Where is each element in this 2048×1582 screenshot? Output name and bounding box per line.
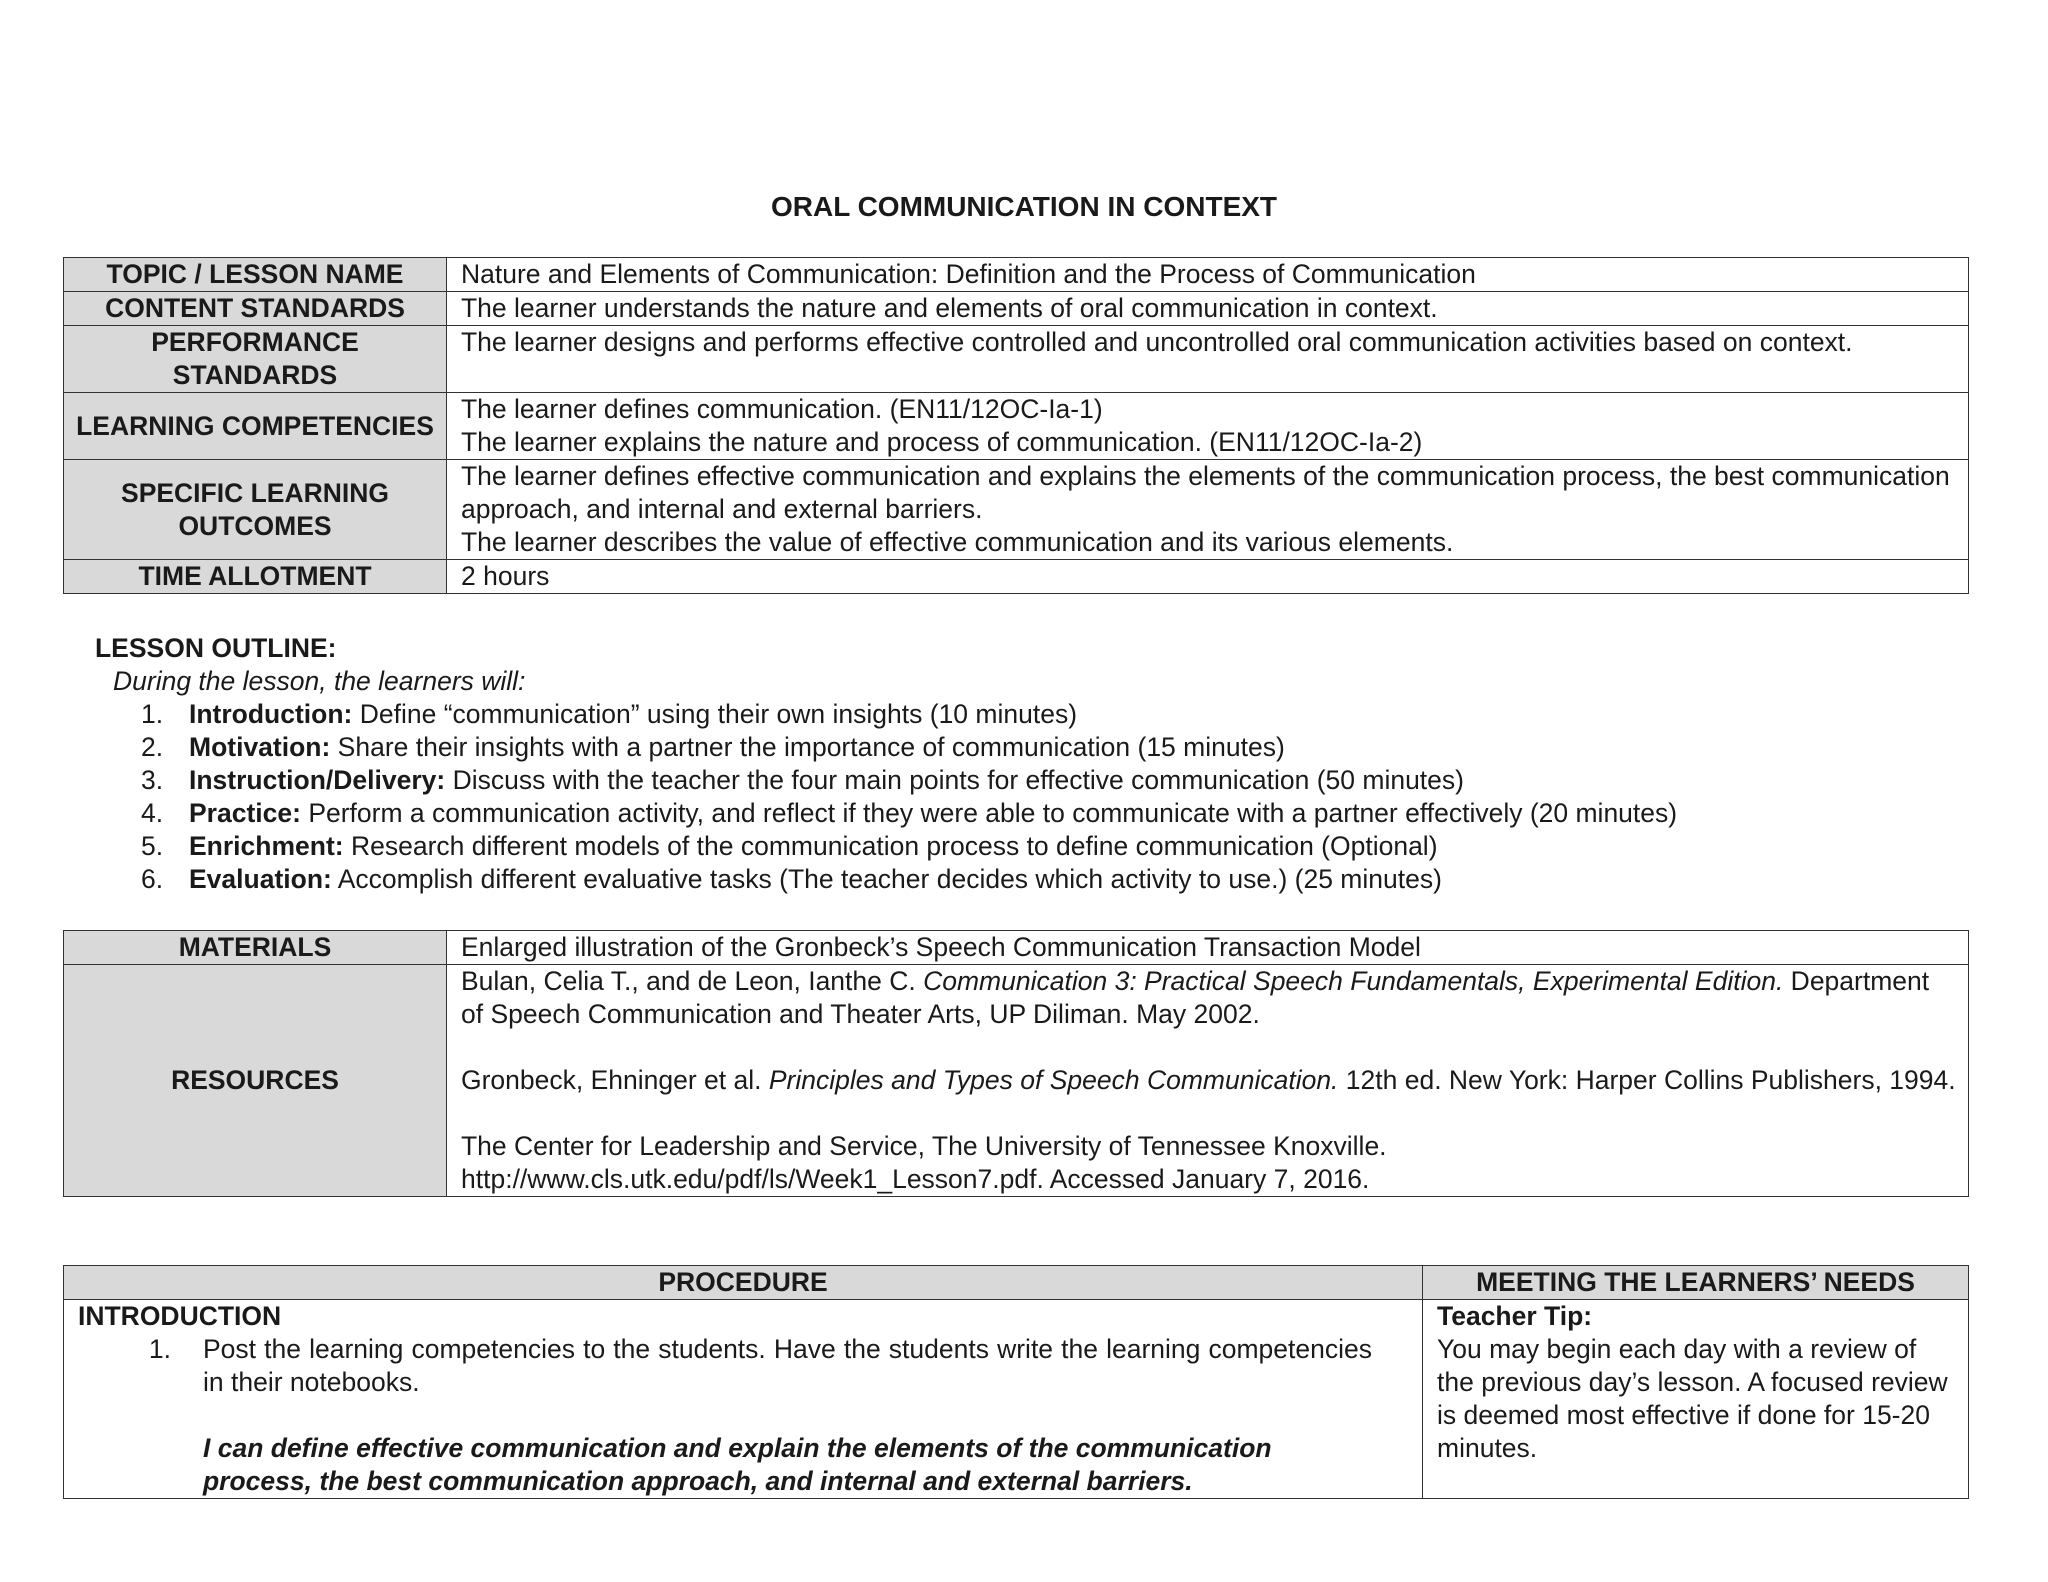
specific-outcomes-label: SPECIFIC LEARNING OUTCOMES [64,460,447,560]
procedure-header: PROCEDURE [64,1266,1423,1300]
resource-entry [461,1064,1956,1097]
outcome-line: The learner describes the value of effective communication and its various elements. [461,527,1454,557]
item-text: Define “communication” using their own insights (10 minutes) [352,699,1078,729]
item-number: 5. [141,831,164,861]
lesson-info-table [63,257,1969,594]
table-row [64,965,1969,1197]
resource-title: Principles and Types of Speech Communication. [768,1065,1339,1095]
teacher-tip-cell [1423,1300,1969,1499]
item-number: 3. [141,765,164,795]
table-row [64,1266,1969,1300]
teacher-tip-title: Teacher Tip: [1437,1301,1593,1331]
resources-value [447,965,1969,1197]
lesson-outline [95,632,1955,896]
item-text: Share their insights with a partner the importance of communication (15 minutes) [330,732,1285,762]
content-standards-label: CONTENT STANDARDS [64,292,447,326]
item-text: Discuss with the teacher the four main points for effective communication (50 minutes) [445,765,1464,795]
resource-authors: Bulan, Celia T., and de Leon, Ianthe C. [461,966,924,996]
list-item [141,797,1955,830]
item-number: 6. [141,864,164,894]
introduction-heading: INTRODUCTION [78,1301,282,1331]
list-item [141,731,1955,764]
learning-competencies-value [447,393,1969,460]
procedure-cell [64,1300,1423,1499]
materials-label: MATERIALS [64,931,447,965]
materials-table [63,930,1969,1197]
content-standards-value: The learner understands the nature and elements of oral communication in context. [447,292,1969,326]
document-title: ORAL COMMUNICATION IN CONTEXT [770,191,1278,222]
learning-competencies-label: LEARNING COMPETENCIES [64,393,447,460]
teacher-tip-text: You may begin each day with a review of the previous day’s lesson. A focused review is deemed most effective if done for 15-20 minutes. [1437,1334,1948,1463]
competency-line: The learner explains the nature and process of communication. (EN11/12OC-Ia-2) [461,427,1423,457]
step-text: Post the learning competencies to the students. Have the students write the learning competencies in their notebooks. [203,1334,1372,1397]
resource-publisher: Department of Speech Communication and Theater Arts, UP Diliman. May 2002. [461,966,1930,1029]
table-row [64,460,1969,560]
list-item [141,698,1955,731]
learning-statement: I can define effective communication and explain the elements of the communication process, the best communication approach, and internal and external barriers. [203,1433,1272,1496]
resource-authors: Gronbeck, Ehninger et al. [461,1065,769,1095]
table-row [64,560,1969,594]
outcome-line: The learner defines effective communication and explains the elements of the communication process, the best communication approach, and internal and external barriers. [461,461,1950,524]
item-text: Research different models of the communication process to define communication (Optional) [343,831,1438,861]
resource-entry [461,1130,1956,1196]
topic-value: Nature and Elements of Communication: Definition and the Process of Communication [447,258,1969,292]
specific-outcomes-value [447,460,1969,560]
materials-value: Enlarged illustration of the Gronbeck’s Speech Communication Transaction Model [447,931,1969,965]
step-number: 1. [148,1334,171,1364]
item-term: Motivation: [189,732,331,762]
resource-title: Communication 3: Practical Speech Fundamentals, Experimental Edition. [923,966,1784,996]
item-text: Perform a communication activity, and reflect if they were able to communicate with a partner effectively (20 minutes) [300,798,1678,828]
item-term: Instruction/Delivery: [189,765,446,795]
table-row [64,258,1969,292]
time-allotment-label: TIME ALLOTMENT [64,560,447,594]
performance-standards-value: The learner designs and performs effective controlled and uncontrolled oral communication activities based on context. [447,326,1969,393]
list-item [78,1333,1408,1399]
topic-label: TOPIC / LESSON NAME [64,258,447,292]
table-row [64,931,1969,965]
lesson-outline-list [95,698,1955,896]
list-item [141,863,1955,896]
list-item [141,830,1955,863]
table-row [64,1300,1969,1499]
time-allotment-value: 2 hours [447,560,1969,594]
list-item [141,764,1955,797]
performance-standards-label: PERFORMANCE STANDARDS [64,326,447,393]
item-text: Accomplish different evaluative tasks (The teacher decides which activity to use.) (25 minutes) [331,864,1442,894]
table-row [64,326,1969,393]
lesson-outline-intro: During the lesson, the learners will: [113,666,526,696]
item-number: 1. [141,699,164,729]
item-term: Practice: [189,798,301,828]
procedure-table [63,1265,1969,1499]
item-term: Introduction: [189,699,353,729]
item-term: Evaluation: [189,864,332,894]
competency-line: The learner defines communication. (EN11/12OC-Ia-1) [461,394,1103,424]
table-row [64,393,1969,460]
resource-entry [461,965,1956,1031]
table-row [64,292,1969,326]
resources-label: RESOURCES [64,965,447,1197]
item-number: 2. [141,732,164,762]
resource-publisher: 12th ed. New York: Harper Collins Publishers, 1994. [1338,1065,1956,1095]
resource-authors: The Center for Leadership and Service, The University of Tennessee Knoxville. http://www.cls.utk.edu/pdf/ls/Week1_Lesson7.pdf. Accessed January 7, 2016. [461,1131,1387,1194]
item-term: Enrichment: [189,831,344,861]
learners-needs-header: MEETING THE LEARNERS’ NEEDS [1423,1266,1969,1300]
lesson-outline-title: LESSON OUTLINE: [95,633,337,663]
item-number: 4. [141,798,164,828]
